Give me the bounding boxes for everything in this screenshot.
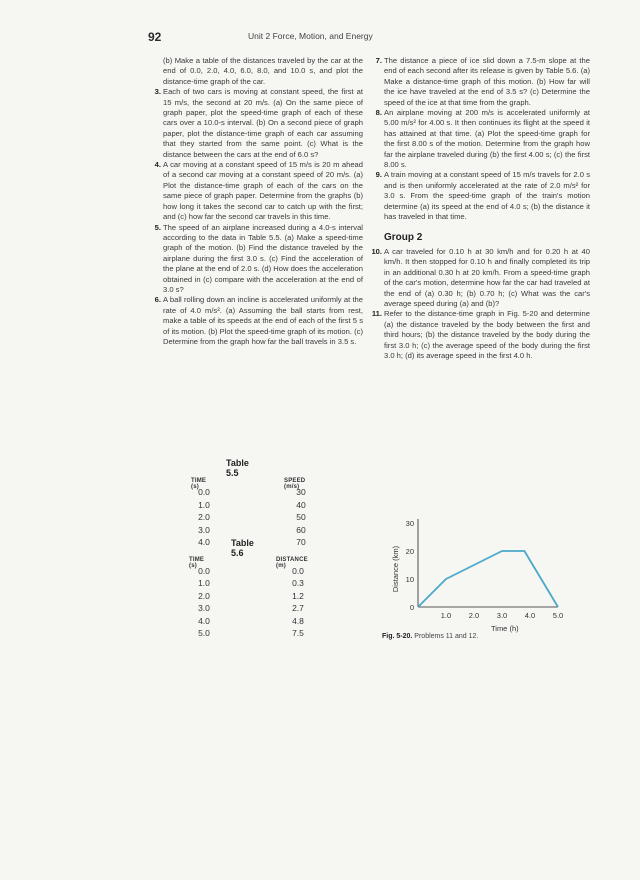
table-cell-time: 4.0: [198, 615, 210, 626]
table-cell-value: 7.5: [292, 628, 304, 638]
table-cell-value: 0.3: [292, 578, 304, 589]
figure-caption: [382, 633, 478, 640]
table-cell-time: 4.0: [198, 537, 210, 548]
table-cell-time: 1.0: [198, 499, 210, 510]
table-cell-time: 3.0: [198, 524, 210, 535]
caption-label: Fig. 5-20.: [382, 633, 413, 640]
problem-number: 5.: [154, 222, 161, 232]
table-cell-value: 1.2: [292, 590, 304, 601]
problem-text: A ball rolling down an incline is accelerated uniformly at the rate of 4.0 m/s². (a) Assuming the ball starts from rest, make a table of its speeds at the end of each of the first 5 s of its motion. (b) Plot the speed-time graph of its motion. (c) Determine from the graph how far the ball travels in 3.5 s.: [163, 295, 363, 346]
problem-text: A train moving at a constant speed of 15 m/s travels for 2.0 s and is then uniformly accelerated at the rate of 2.0 m/s² for 3.0 s. From the speed-time graph of the train's motion determine (a) its speed at the end of 4.0 s; (b) the distance it has traveled in that time.: [384, 170, 590, 222]
right-problem-list-group-2: [371, 246, 590, 361]
table-cell-time: 0.0: [198, 487, 210, 497]
problem-item: [155, 223, 363, 296]
table-header-distance: DISTANCE (m): [276, 557, 308, 569]
table-cell-value: 50: [296, 512, 306, 523]
problem-number: 8.: [375, 108, 382, 118]
running-head: Unit 2 Force, Motion, and Energy: [248, 31, 373, 41]
group-heading: Group 2: [384, 231, 423, 243]
problem-item: [371, 246, 590, 309]
table-title: Table 5.5: [226, 458, 249, 478]
x-tick-label: 5.0: [552, 611, 564, 620]
table-cell-time: 3.0: [198, 603, 210, 614]
y-axis-label: Distance (km): [391, 545, 400, 593]
y-tick-label: 0: [409, 603, 414, 612]
series-line: [418, 551, 558, 607]
table-header-speed: SPEED (m/s): [284, 478, 306, 490]
x-tick-label: 2.0: [468, 611, 480, 620]
problem-text: An airplane moving at 200 m/s is accelerated uniformly at 5.00 m/s² for 4.00 s. It then continues its flight at the speed it has attained at that time. (a) Plot the speed-time graph for the first 8.00 s of the motion. Determine from the graph how far the airplane traveled during (b) the first 4.00 s; (c) the first 8.00 s.: [384, 108, 590, 170]
page-number: 92: [148, 30, 162, 44]
y-tick-label: 20: [405, 547, 414, 556]
problem-number: 4.: [154, 160, 161, 170]
problem-number: 11.: [371, 309, 382, 319]
x-axis-label: Time (h): [490, 624, 519, 633]
x-tick-label: 3.0: [496, 611, 508, 620]
caption-text: Problems 11 and 12.: [414, 633, 479, 640]
table-header-time: TIME (s): [191, 478, 207, 490]
right-column: [371, 56, 590, 361]
table-cell-value: 40: [296, 499, 306, 510]
right-problem-list: [376, 56, 590, 223]
table-header-time: TIME (s): [189, 557, 205, 569]
problem-item: [155, 87, 363, 160]
problem-item: [155, 160, 363, 222]
y-tick-label: 30: [405, 519, 414, 528]
y-tick-label: 10: [405, 575, 414, 584]
x-tick-label: 1.0: [440, 611, 452, 620]
problem-item: [376, 108, 590, 170]
table-cell-time: 0.0: [198, 566, 210, 576]
problem-text: A car traveled for 0.10 h at 30 km/h and for 0.20 h at 40 km/h. It then stopped for 0.10 h and finally completed its trip in an additional 0.30 h at 20 km/h. From a speed-time graph of the car's motion, determine how far the car had traveled at the end of (a) 0.30 h; (b) 0.70 h; (c) What was the car's average speed during (a) and (b)?: [384, 246, 590, 308]
problem-number: 3.: [154, 87, 161, 97]
problem-number: 6.: [154, 295, 161, 305]
table-cell-value: 4.8: [292, 615, 304, 626]
problem-number: 10.: [371, 246, 382, 256]
table-title: Table 5.6: [231, 538, 254, 558]
problem-2-continuation: (b) Make a table of the distances traveled by the car at the end of 0.0, 2.0, 4.0, 6.0, 8.0, and 10.0 s, and plot the distance-time graph of the car.: [163, 56, 363, 86]
problem-item: [376, 170, 590, 222]
table-cell-time: 5.0: [198, 628, 210, 638]
table-cell-value: 2.7: [292, 603, 304, 614]
table-cell-time: 1.0: [198, 578, 210, 589]
left-column: [155, 56, 363, 347]
problem-item: [371, 309, 590, 361]
table-cell-value: 0.0: [292, 566, 304, 576]
table-cell-value: 70: [296, 537, 306, 548]
table-cell-value: 60: [296, 524, 306, 535]
x-tick-label: 4.0: [524, 611, 536, 620]
problem-text: The distance a piece of ice slid down a 7.5-m slope at the end of each second after its release is given by Table 5.6. (a) Make a distance-time graph of this motion. (b) How far will the ice have traveled at the end of 3.5 s? (c) Determine the speed of the ice at that time from the graph.: [384, 56, 590, 107]
table-cell-value: 30: [296, 487, 306, 497]
problem-text: Each of two cars is moving at constant speed, the first at 15 m/s, the second at 20 m/s. (a) On the same piece of graph paper, plot the speed-time graph of each of these cars over a 10.0-s interval. (b) On a second piece of graph paper, plot the distance-time graph of each car assuming that they started from the same point. (c) What is the distance between the cars at the end of 6.0 s?: [163, 87, 363, 159]
table-cell-time: 2.0: [198, 512, 210, 523]
problem-item: [376, 56, 590, 108]
problem-number: 9.: [375, 170, 382, 180]
problem-item: [155, 295, 363, 347]
problem-number: 7.: [375, 56, 382, 65]
left-problem-list: [155, 87, 363, 347]
table-cell-time: 2.0: [198, 590, 210, 601]
problem-text: Refer to the distance-time graph in Fig. 5-20 and determine (a) the distance traveled by the body between the first and third hours; (b) the distance traveled by the body during the first 3.0 h; (c) the average speed of the body during the first 3.0 h; (d) its average speed in the first 4.0 h.: [384, 309, 590, 360]
problem-text: The speed of an airplane increased during a 4.0-s interval according to the data in Table 5.5. (a) Make a speed-time graph of the motion. (b) Find the distance traveled by the airplane during the first 3.0 s. (c) Find the acceleration of the plane at the end of 2.0 s. (d) How does the acceleration obtained in (c) compare with the acceleration at the end of 3.0 s?: [163, 222, 363, 294]
problem-text: A car moving at a constant speed of 15 m/s is 20 m ahead of a second car moving at a constant speed of 20 m/s. (a) Plot the distance-time graph of each of the cars on the same piece of graph paper. Determine from the graphs (b) how long it takes the second car to catch up with the first; and (c) how far the second car travels in this time.: [163, 160, 363, 222]
